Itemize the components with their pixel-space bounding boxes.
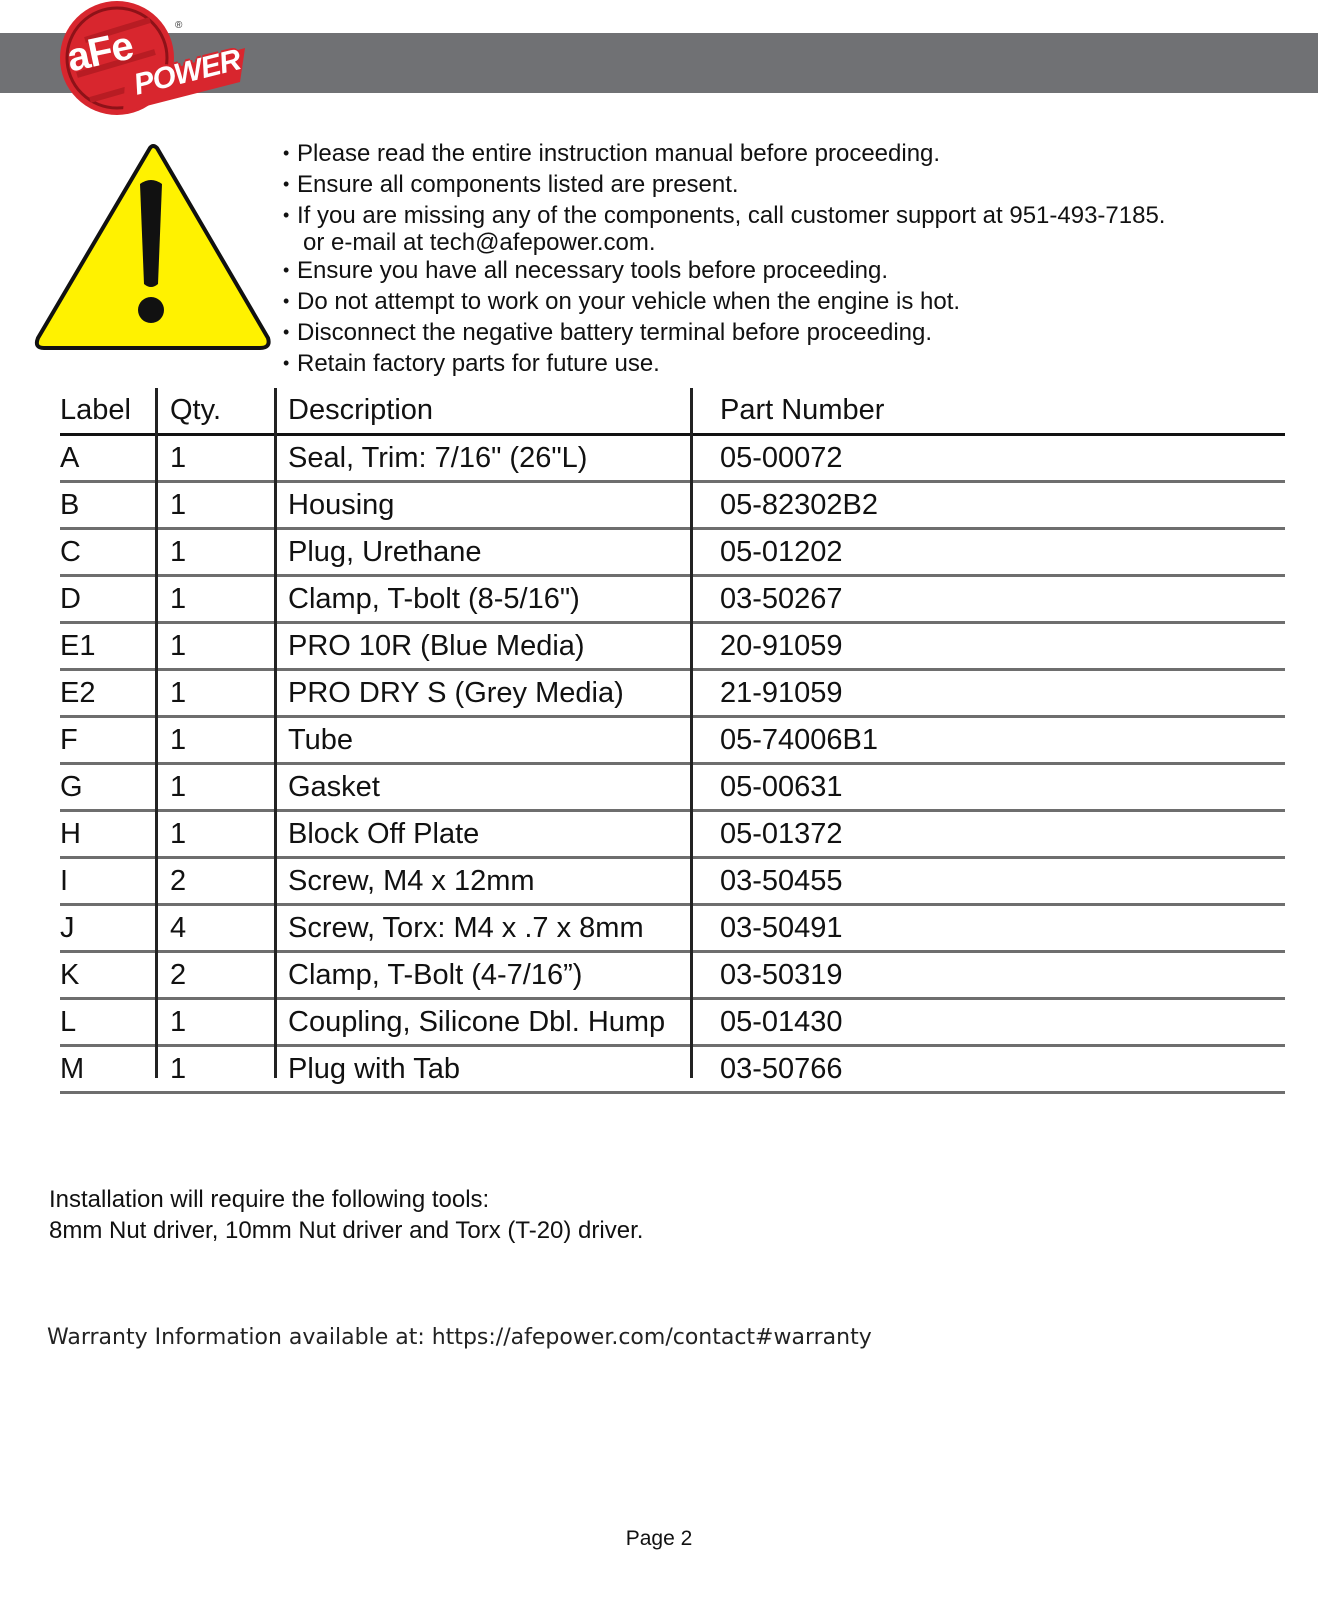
row-qty: 1 [170, 1053, 187, 1085]
table-row [60, 718, 1285, 765]
row-description: Housing [288, 489, 395, 521]
row-label: H [60, 818, 81, 850]
row-label: G [60, 771, 83, 803]
row-label: J [60, 912, 75, 944]
row-description: Coupling, Silicone Dbl. Hump [288, 1006, 666, 1038]
table-row [60, 577, 1285, 624]
row-description: Clamp, T-Bolt (4-7/16”) [288, 959, 583, 991]
row-description: PRO 10R (Blue Media) [288, 630, 585, 662]
table-row [60, 765, 1285, 812]
row-part-number: 05-01372 [720, 818, 843, 850]
row-qty: 1 [170, 818, 187, 850]
row-qty: 1 [170, 771, 187, 803]
row-description: Plug with Tab [288, 1053, 460, 1085]
row-qty: 1 [170, 677, 187, 709]
row-label: I [60, 865, 69, 897]
row-part-number: 05-00631 [720, 771, 843, 803]
row-label: C [60, 536, 81, 568]
logo-text-afe: aFe [63, 23, 137, 81]
row-description: Tube [288, 724, 354, 756]
row-label: E1 [60, 630, 96, 662]
row-part-number: 03-50455 [720, 865, 843, 897]
column-divider [155, 388, 158, 1078]
row-qty: 4 [170, 912, 187, 944]
row-part-number: 21-91059 [720, 677, 843, 709]
logo-text-power: POWER [130, 43, 244, 102]
page-number: Page 2 [625, 1527, 693, 1550]
row-qty: 1 [170, 630, 187, 662]
row-description: Screw, Torx: M4 x .7 x 8mm [288, 912, 644, 944]
warranty-info: Warranty Information available at: https://afepower.com/contact#warranty [47, 1325, 872, 1350]
row-part-number: 05-01430 [720, 1006, 843, 1038]
row-part-number: 03-50319 [720, 959, 843, 991]
table-row [60, 859, 1285, 906]
table-row [60, 812, 1285, 859]
note-item: • Disconnect the negative battery terminal before proceeding. [283, 317, 1165, 348]
note-item: • Retain factory parts for future use. [283, 348, 1165, 379]
row-part-number: 05-00072 [720, 442, 843, 474]
table-row [60, 953, 1285, 1000]
row-part-number: 03-50766 [720, 1053, 843, 1085]
note-item: • Please read the entire instruction manual before proceeding. [283, 138, 1165, 169]
row-description: Clamp, T-bolt (8-5/16") [288, 583, 580, 615]
row-qty: 1 [170, 583, 187, 615]
tools-intro: Installation will require the following tools: [49, 1186, 490, 1213]
afe-power-logo [55, 0, 255, 125]
row-part-number: 03-50267 [720, 583, 843, 615]
header-description: Description [288, 394, 434, 426]
tools-list: 8mm Nut driver, 10mm Nut driver and Torx (T-20) driver. [49, 1217, 644, 1244]
row-label: B [60, 489, 80, 521]
row-qty: 1 [170, 536, 187, 568]
table-row [60, 906, 1285, 953]
header-part-number: Part Number [720, 394, 885, 426]
row-label: D [60, 583, 81, 615]
row-label: A [60, 442, 80, 474]
row-part-number: 03-50491 [720, 912, 843, 944]
row-description: Gasket [288, 771, 380, 803]
safety-notes-list [283, 138, 1165, 379]
column-divider [274, 388, 277, 1078]
note-continuation: or e-mail at tech@afepower.com. [303, 229, 656, 256]
row-qty: 1 [170, 724, 187, 756]
svg-text:®: ® [175, 20, 183, 31]
parts-table [60, 388, 1285, 1094]
column-divider [690, 388, 693, 1078]
table-row [60, 1000, 1285, 1047]
row-qty: 2 [170, 865, 187, 897]
row-label: M [60, 1053, 85, 1085]
table-row [60, 1047, 1285, 1094]
row-qty: 1 [170, 442, 187, 474]
note-item: • If you are missing any of the components, call customer support at 951-493-7185. or e-mail at tech@afepower.com. [283, 200, 1165, 255]
row-label: F [60, 724, 78, 756]
header-label: Label [60, 394, 131, 426]
row-qty: 1 [170, 1006, 187, 1038]
note-item: • Ensure all components listed are present. [283, 169, 1165, 200]
warning-triangle-icon [32, 142, 274, 356]
note-item: • Ensure you have all necessary tools before proceeding. [283, 255, 1165, 286]
row-description: PRO DRY S (Grey Media) [288, 677, 624, 709]
row-description: Plug, Urethane [288, 536, 482, 568]
table-row [60, 671, 1285, 718]
table-row [60, 436, 1285, 483]
row-label: E2 [60, 677, 96, 709]
row-part-number: 05-82302B2 [720, 489, 879, 521]
row-qty: 1 [170, 489, 187, 521]
row-description: Seal, Trim: 7/16" (26"L) [288, 442, 588, 474]
table-header-row [60, 388, 1285, 436]
table-row [60, 483, 1285, 530]
note-item: • Do not attempt to work on your vehicle when the engine is hot. [283, 286, 1165, 317]
row-label: K [60, 959, 80, 991]
row-qty: 2 [170, 959, 187, 991]
table-row [60, 530, 1285, 577]
tools-required [49, 1184, 643, 1246]
header-qty: Qty. [170, 394, 222, 426]
row-part-number: 05-74006B1 [720, 724, 879, 756]
table-row [60, 624, 1285, 671]
row-label: L [60, 1006, 77, 1038]
row-description: Screw, M4 x 12mm [288, 865, 535, 897]
row-part-number: 05-01202 [720, 536, 843, 568]
row-part-number: 20-91059 [720, 630, 843, 662]
row-description: Block Off Plate [288, 818, 480, 850]
